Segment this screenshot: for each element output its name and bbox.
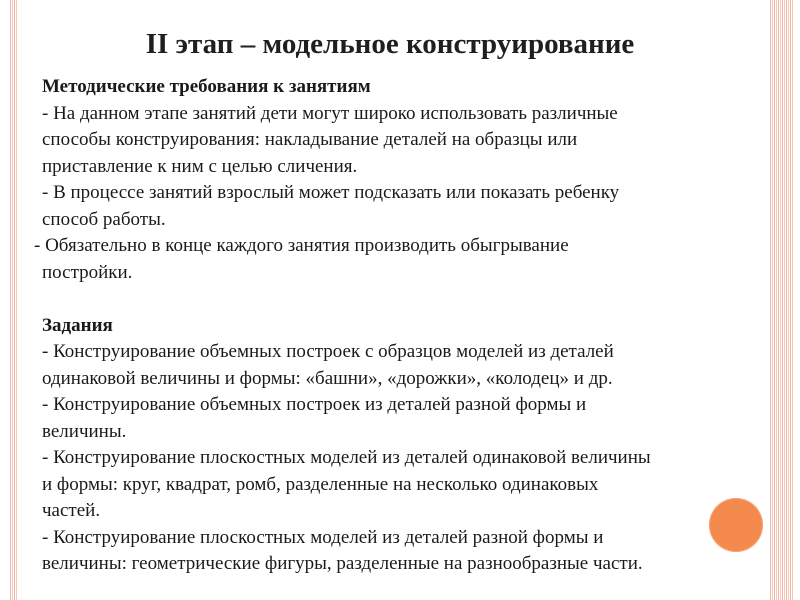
tasks-line: величины: геометрические фигуры, разделенные на разнообразные части. [42, 553, 643, 574]
requirements-line: способ работы. [42, 208, 166, 230]
slide-content [34, 74, 762, 578]
requirements-line: способы конструирования: накладывание деталей на образцы или [42, 129, 578, 150]
section-spacer [42, 286, 762, 313]
tasks-line: - Конструирование плоскостных моделей из деталей разной формы и [42, 526, 604, 548]
decorative-border-left [10, 0, 18, 600]
requirements-line: - В процессе занятий взрослый может подсказать или показать ребенку [42, 182, 620, 203]
tasks-line: - Конструирование плоскостных моделей из деталей одинаковой величины [42, 447, 651, 468]
tasks-line: и формы: круг, квадрат, ромб, разделенные на несколько одинаковых [42, 473, 599, 495]
tasks-line: - Конструирование объемных построек с образцов моделей из деталей [42, 341, 614, 362]
tasks-line: - Конструирование объемных построек из деталей разной формы и [42, 394, 587, 415]
requirements-line: - Обязательно в конце каждого занятия производить обыгрывание [34, 235, 569, 256]
slide-title: II этап – модельное конструирование [145, 28, 635, 60]
requirements-line: - На данном этапе занятий дети могут широко использовать различные [42, 102, 618, 124]
decorative-orange-circle [709, 498, 763, 552]
tasks-line: величины. [42, 420, 127, 442]
tasks-line: одинаковой величины и формы: «башни», «дорожки», «колодец» и др. [42, 367, 613, 389]
tasks-line: частей. [42, 500, 101, 521]
decorative-border-right [770, 0, 794, 600]
tasks-heading: Задания [42, 314, 113, 336]
requirements-line: приставление к ним с целью сличения. [42, 155, 358, 177]
requirements-line: постройки. [42, 261, 133, 283]
requirements-heading: Методические требования к занятиям [42, 76, 371, 97]
